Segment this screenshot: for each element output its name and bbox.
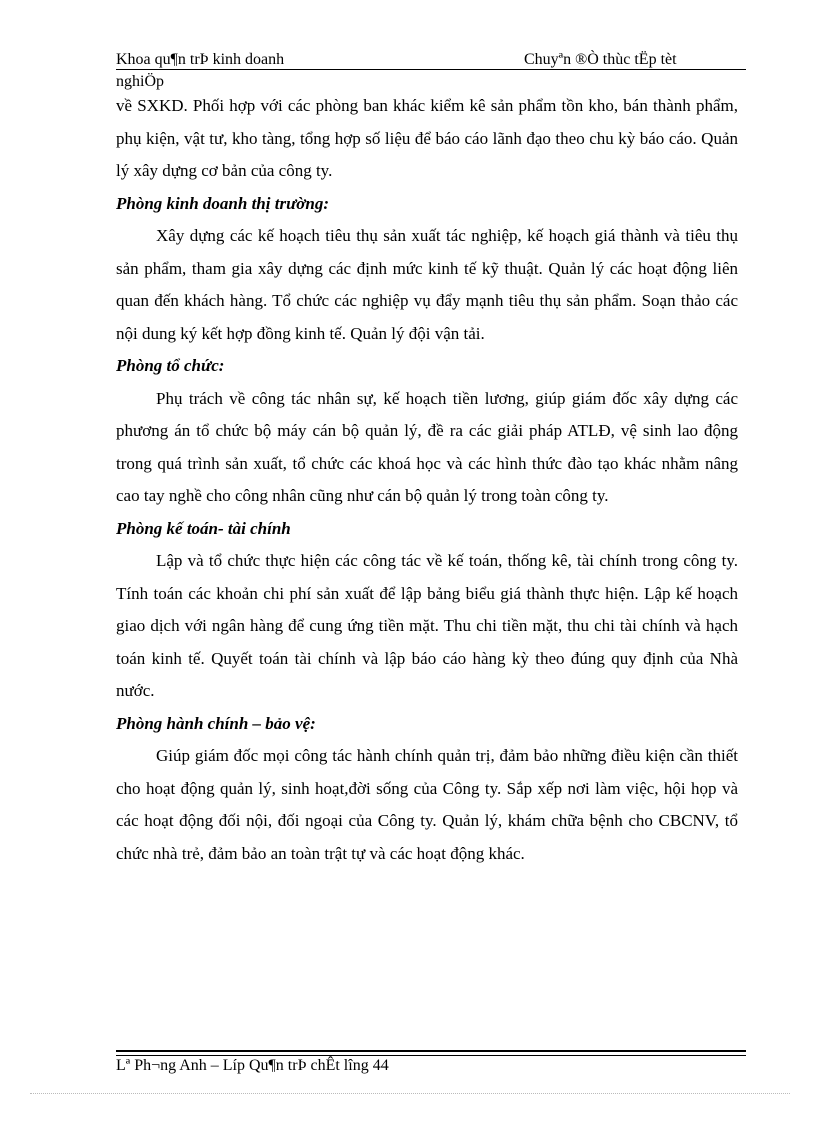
body-paragraph: Giúp giám đốc mọi công tác hành chính quản trị, đảm bảo những điều kiện cần thiết cho hoạt động quản lý, sinh hoạt,đời sống của Công ty. Sắp xếp nơi làm việc, hội họp và các hoạt động đối nội, đối ngoại của Công ty. Quản lý, khám chữa bệnh cho CBCNV, tổ chức nhà trẻ, đảm bảo an toàn trật tự và các hoạt động khác. [116,746,738,863]
header-report-title-continuation: nghiÖp [116,73,164,90]
header-faculty: Khoa qu¶n trÞ kinh doanh [116,51,285,68]
body-paragraph: Xây dựng các kế hoạch tiêu thụ sản xuất tác nghiệp, kế hoạch giá thành và tiêu thụ sản phẩm, tham gia xây dựng các định mức kinh tế kỹ thuật. Quản lý các hoạt động liên quan đến khách hàng. Tổ chức các nghiệp vụ đẩy mạnh tiêu thụ sản phẩm. Soạn thảo các nội dung ký kết hợp đồng kinh tế. Quản lý đội vận tải. [116,226,738,343]
body-paragraph: Phụ trách về công tác nhân sự, kế hoạch tiền lương, giúp giám đốc xây dựng các phương án tổ chức bộ máy cán bộ quản lý, đề ra các giải pháp ATLĐ, vệ sinh lao động trong quá trình sản xuất, tổ chức các khoá học và các hình thức đào tạo khác nhằm nâng cao tay nghề cho công nhân cũng như cán bộ quản lý trong toàn công ty. [116,388,738,505]
body-paragraph: Lập và tổ chức thực hiện các công tác về kế toán, thống kê, tài chính trong công ty. Tính toán các khoản chi phí sản xuất để lập bảng biểu giá thành thực hiện. Lập kế hoạch giao dịch với ngân hàng để cung ứng tiền mặt. Thu chi tiền mặt, thu chi tài chính và hạch toán kinh tế. Quyết toán tài chính và lập báo cáo hàng kỳ theo đúng quy định của Nhà nước. [116,551,738,700]
section-heading: Phòng kế toán- tài chính [116,518,291,538]
page-header [116,50,746,94]
body-paragraph: về SXKD. Phối hợp với các phòng ban khác kiểm kê sản phẩm tồn kho, bán thành phẩm, phụ kiện, vật tư, kho tàng, tổng hợp số liệu để báo cáo lãnh đạo theo chu kỳ báo cáo. Quản lý xây dựng cơ bản của công ty. [116,96,738,180]
section-heading: Phòng kinh doanh thị trường: [116,193,329,213]
header-report-title: Chuyªn ®Ò thùc tËp tèt [524,51,677,68]
page-footer: Lª Ph¬ng Anh – Líp Qu¶n trÞ chÊt lîng 44 [116,1057,389,1074]
header-rule [116,69,746,70]
footer-rule-thick [116,1050,746,1052]
section-heading: Phòng hành chính – bảo vệ: [116,713,316,733]
document-body [116,90,738,870]
section-heading: Phòng tổ chức: [116,356,225,375]
page-bottom-dotted-border [30,1093,790,1094]
